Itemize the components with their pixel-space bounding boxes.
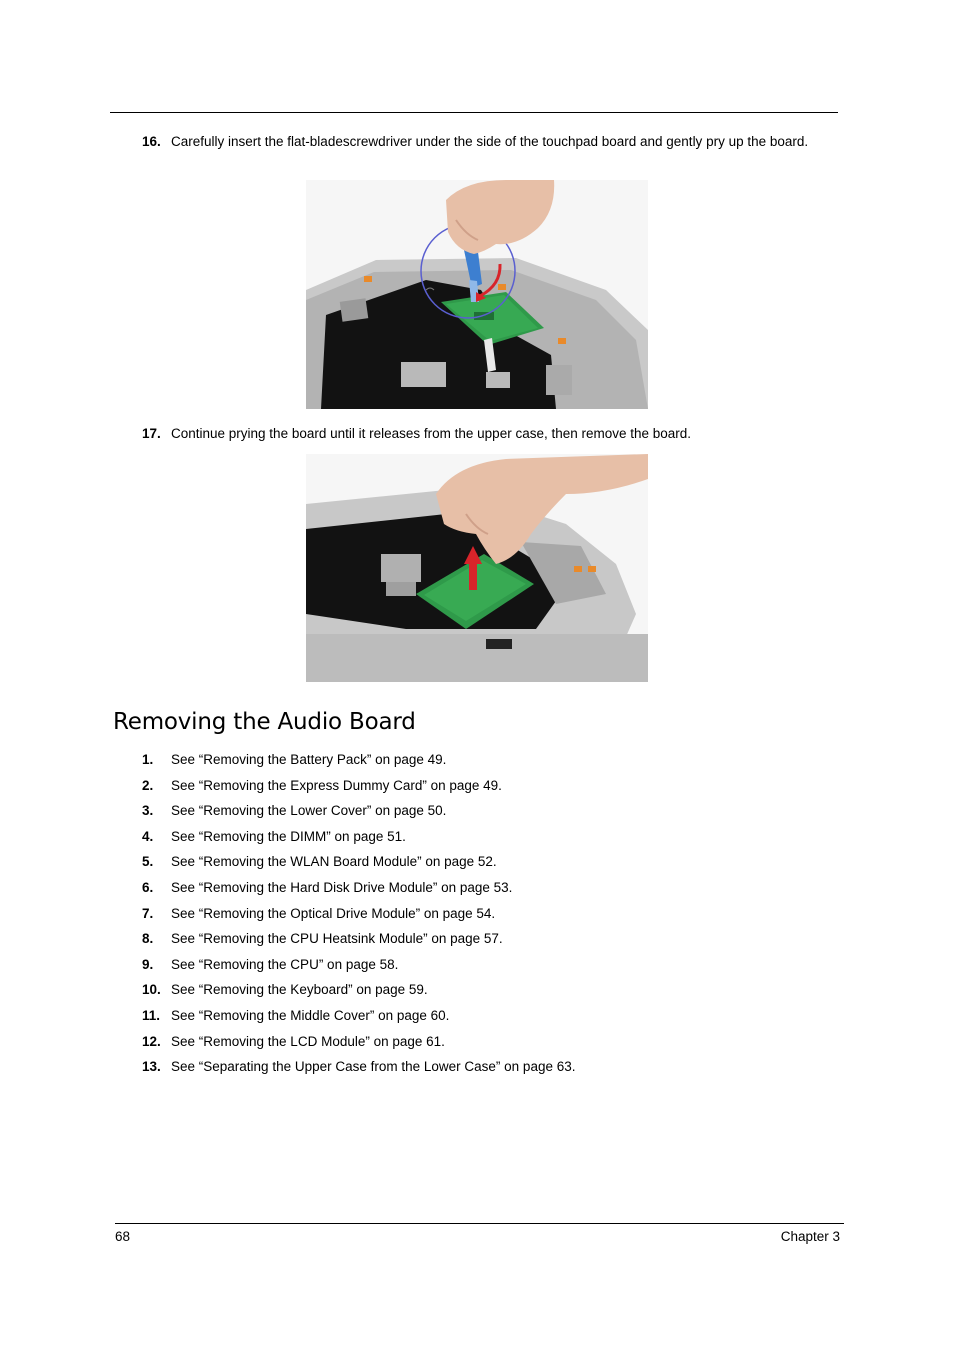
footer-rule bbox=[115, 1223, 844, 1224]
item-number: 10. bbox=[142, 982, 161, 998]
step-text: Continue prying the board until it releases from the upper case, then remove the board. bbox=[171, 426, 692, 441]
prerequisite-list bbox=[142, 751, 832, 1084]
item-text[interactable]: See “Removing the Keyboard” on page 59. bbox=[171, 982, 428, 998]
list-item bbox=[142, 905, 832, 931]
chapter-label: Chapter 3 bbox=[780, 1229, 840, 1244]
item-number: 5. bbox=[142, 854, 154, 870]
step-16 bbox=[142, 133, 832, 151]
list-item bbox=[142, 879, 832, 905]
list-item bbox=[142, 1007, 832, 1033]
header-rule bbox=[110, 112, 838, 113]
item-text[interactable]: See “Removing the CPU” on page 58. bbox=[171, 956, 399, 972]
photo-remove-touchpad-board bbox=[306, 454, 648, 682]
step-number: 17. bbox=[142, 426, 161, 441]
photo-pry-illustration bbox=[306, 180, 648, 409]
item-number: 12. bbox=[142, 1033, 161, 1049]
item-text[interactable]: See “Removing the Middle Cover” on page 60. bbox=[171, 1007, 450, 1023]
item-text[interactable]: See “Removing the Battery Pack” on page 49. bbox=[171, 752, 447, 767]
section-title: Removing the Audio Board bbox=[113, 709, 416, 735]
item-text[interactable]: See “Removing the WLAN Board Module” on page 52. bbox=[171, 854, 497, 870]
step-17 bbox=[142, 425, 832, 443]
step-number: 16. bbox=[142, 134, 161, 149]
page-number: 68 bbox=[115, 1229, 131, 1244]
item-text[interactable]: See “Removing the Optical Drive Module” on page 54. bbox=[171, 905, 496, 921]
item-number: 13. bbox=[142, 1059, 161, 1075]
item-text[interactable]: See “Removing the LCD Module” on page 61. bbox=[171, 1033, 445, 1049]
photo-pry-touchpad-board bbox=[306, 180, 648, 409]
item-number: 4. bbox=[142, 828, 154, 844]
item-number: 6. bbox=[142, 879, 154, 895]
item-text[interactable]: See “Separating the Upper Case from the Lower Case” on page 63. bbox=[171, 1059, 576, 1075]
item-number: 9. bbox=[142, 956, 154, 972]
item-text[interactable]: See “Removing the CPU Heatsink Module” on page 57. bbox=[171, 931, 503, 947]
item-number: 7. bbox=[142, 905, 154, 921]
item-number: 11. bbox=[142, 1007, 161, 1023]
list-item bbox=[142, 751, 832, 777]
list-item bbox=[142, 1033, 832, 1059]
list-item bbox=[142, 981, 832, 1007]
item-number: 3. bbox=[142, 803, 154, 819]
list-item bbox=[142, 777, 832, 803]
list-item bbox=[142, 930, 832, 956]
item-text[interactable]: See “Removing the Lower Cover” on page 50. bbox=[171, 803, 447, 819]
item-text[interactable]: See “Removing the Hard Disk Drive Module” on page 53. bbox=[171, 879, 513, 895]
item-number: 8. bbox=[142, 931, 154, 947]
item-number: 1. bbox=[142, 752, 154, 767]
item-number: 2. bbox=[142, 777, 154, 793]
item-text[interactable]: See “Removing the DIMM” on page 51. bbox=[171, 828, 406, 844]
list-item bbox=[142, 853, 832, 879]
item-text[interactable]: See “Removing the Express Dummy Card” on page 49. bbox=[171, 777, 502, 793]
list-item bbox=[142, 802, 832, 828]
list-item bbox=[142, 1058, 832, 1084]
list-item bbox=[142, 956, 832, 982]
photo-remove-illustration bbox=[306, 454, 648, 682]
list-item bbox=[142, 828, 832, 854]
step-text: Carefully insert the flat-bladescrewdriver under the side of the touchpad board and gently pry up the board. bbox=[171, 134, 809, 149]
